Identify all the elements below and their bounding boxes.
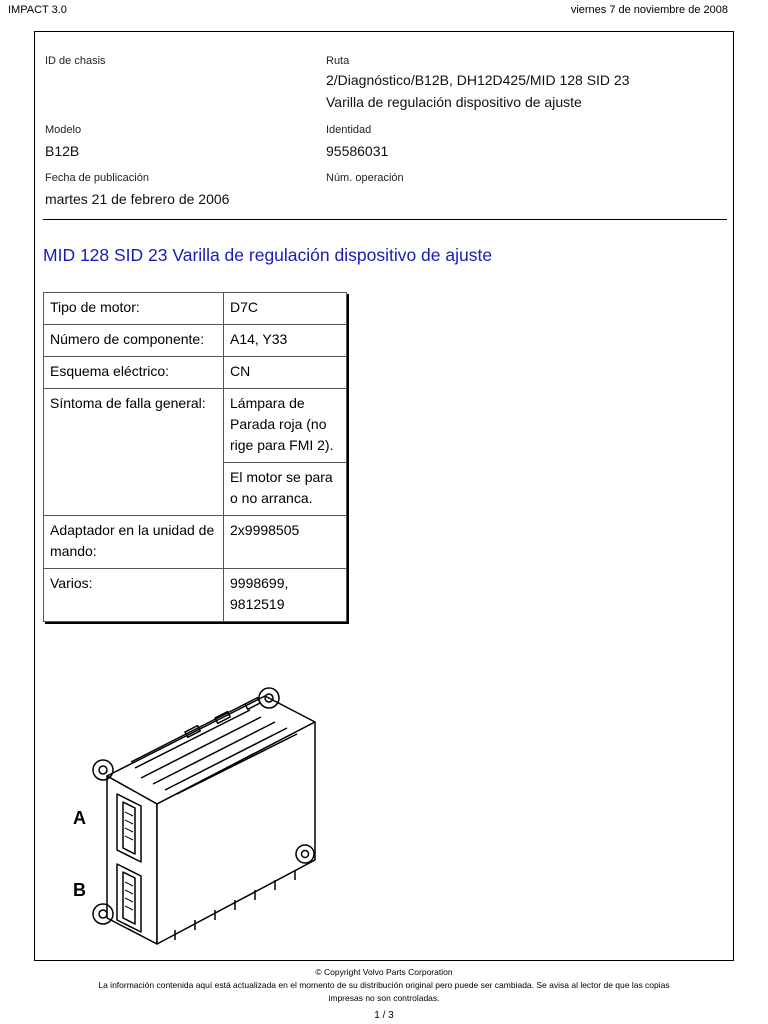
spec-table	[43, 292, 347, 622]
footer-notice-1: La información contenida aquí está actualizada en el momento de su distribución original pero puede ser cambiada. Se avisa al lector de que las copias	[98, 980, 670, 990]
route-line-1: 2/Diagnóstico/B12B, DH12D425/MID 128 SID 23	[326, 72, 630, 88]
table-row	[44, 516, 347, 569]
pubdate-label: Fecha de publicación	[45, 172, 149, 184]
footer-notice-2: impresas no son controladas.	[328, 993, 440, 1003]
connector-a-label: A	[73, 808, 86, 828]
route-label: Ruta	[326, 55, 350, 67]
model-label: Modelo	[45, 124, 82, 136]
diagram-value: CN	[224, 357, 347, 389]
adapter-label: Adaptador en la unidad de mando:	[44, 516, 224, 569]
adapter-value: 2x9998505	[224, 516, 347, 569]
component-value: A14, Y33	[224, 325, 347, 357]
page-number: 1 / 3	[374, 1010, 394, 1021]
diagram-label: Esquema eléctrico:	[44, 357, 224, 389]
page-title: MID 128 SID 23 Varilla de regulación dispositivo de ajuste	[43, 245, 493, 265]
model-value: B12B	[45, 143, 80, 159]
route-line-2: Varilla de regulación dispositivo de ajuste	[326, 94, 582, 110]
engine-label: Tipo de motor:	[44, 293, 224, 325]
misc-label: Varios:	[44, 569, 224, 622]
identity-value: 95586031	[326, 143, 389, 159]
opnum-label: Núm. operación	[326, 172, 404, 184]
footer-copyright: © Copyright Volvo Parts Corporation	[315, 967, 453, 977]
engine-value: D7C	[224, 293, 347, 325]
identity-label: Identidad	[326, 124, 372, 136]
table-row	[44, 389, 347, 463]
misc-value: 9998699, 9812519	[224, 569, 347, 622]
connector-b-label: B	[73, 880, 86, 900]
symptom-label: Síntoma de falla general:	[44, 389, 224, 516]
app-name: IMPACT 3.0	[8, 4, 67, 16]
component-label: Número de componente:	[44, 325, 224, 357]
document-frame	[34, 31, 734, 961]
print-date: viernes 7 de noviembre de 2008	[570, 4, 728, 16]
table-row	[44, 325, 347, 357]
table-row	[44, 357, 347, 389]
table-row	[44, 293, 347, 325]
symptom-value-1: Lámpara de Parada roja (no rige para FMI 2).	[224, 389, 347, 463]
pubdate-value: martes 21 de febrero de 2006	[45, 191, 230, 207]
symptom-value-2: El motor se para o no arranca.	[224, 463, 347, 516]
control-unit-illustration	[65, 682, 355, 962]
header-divider	[43, 219, 727, 220]
table-row	[44, 569, 347, 622]
control-unit-drawing	[65, 682, 355, 957]
chassis-label: ID de chasis	[45, 55, 106, 67]
